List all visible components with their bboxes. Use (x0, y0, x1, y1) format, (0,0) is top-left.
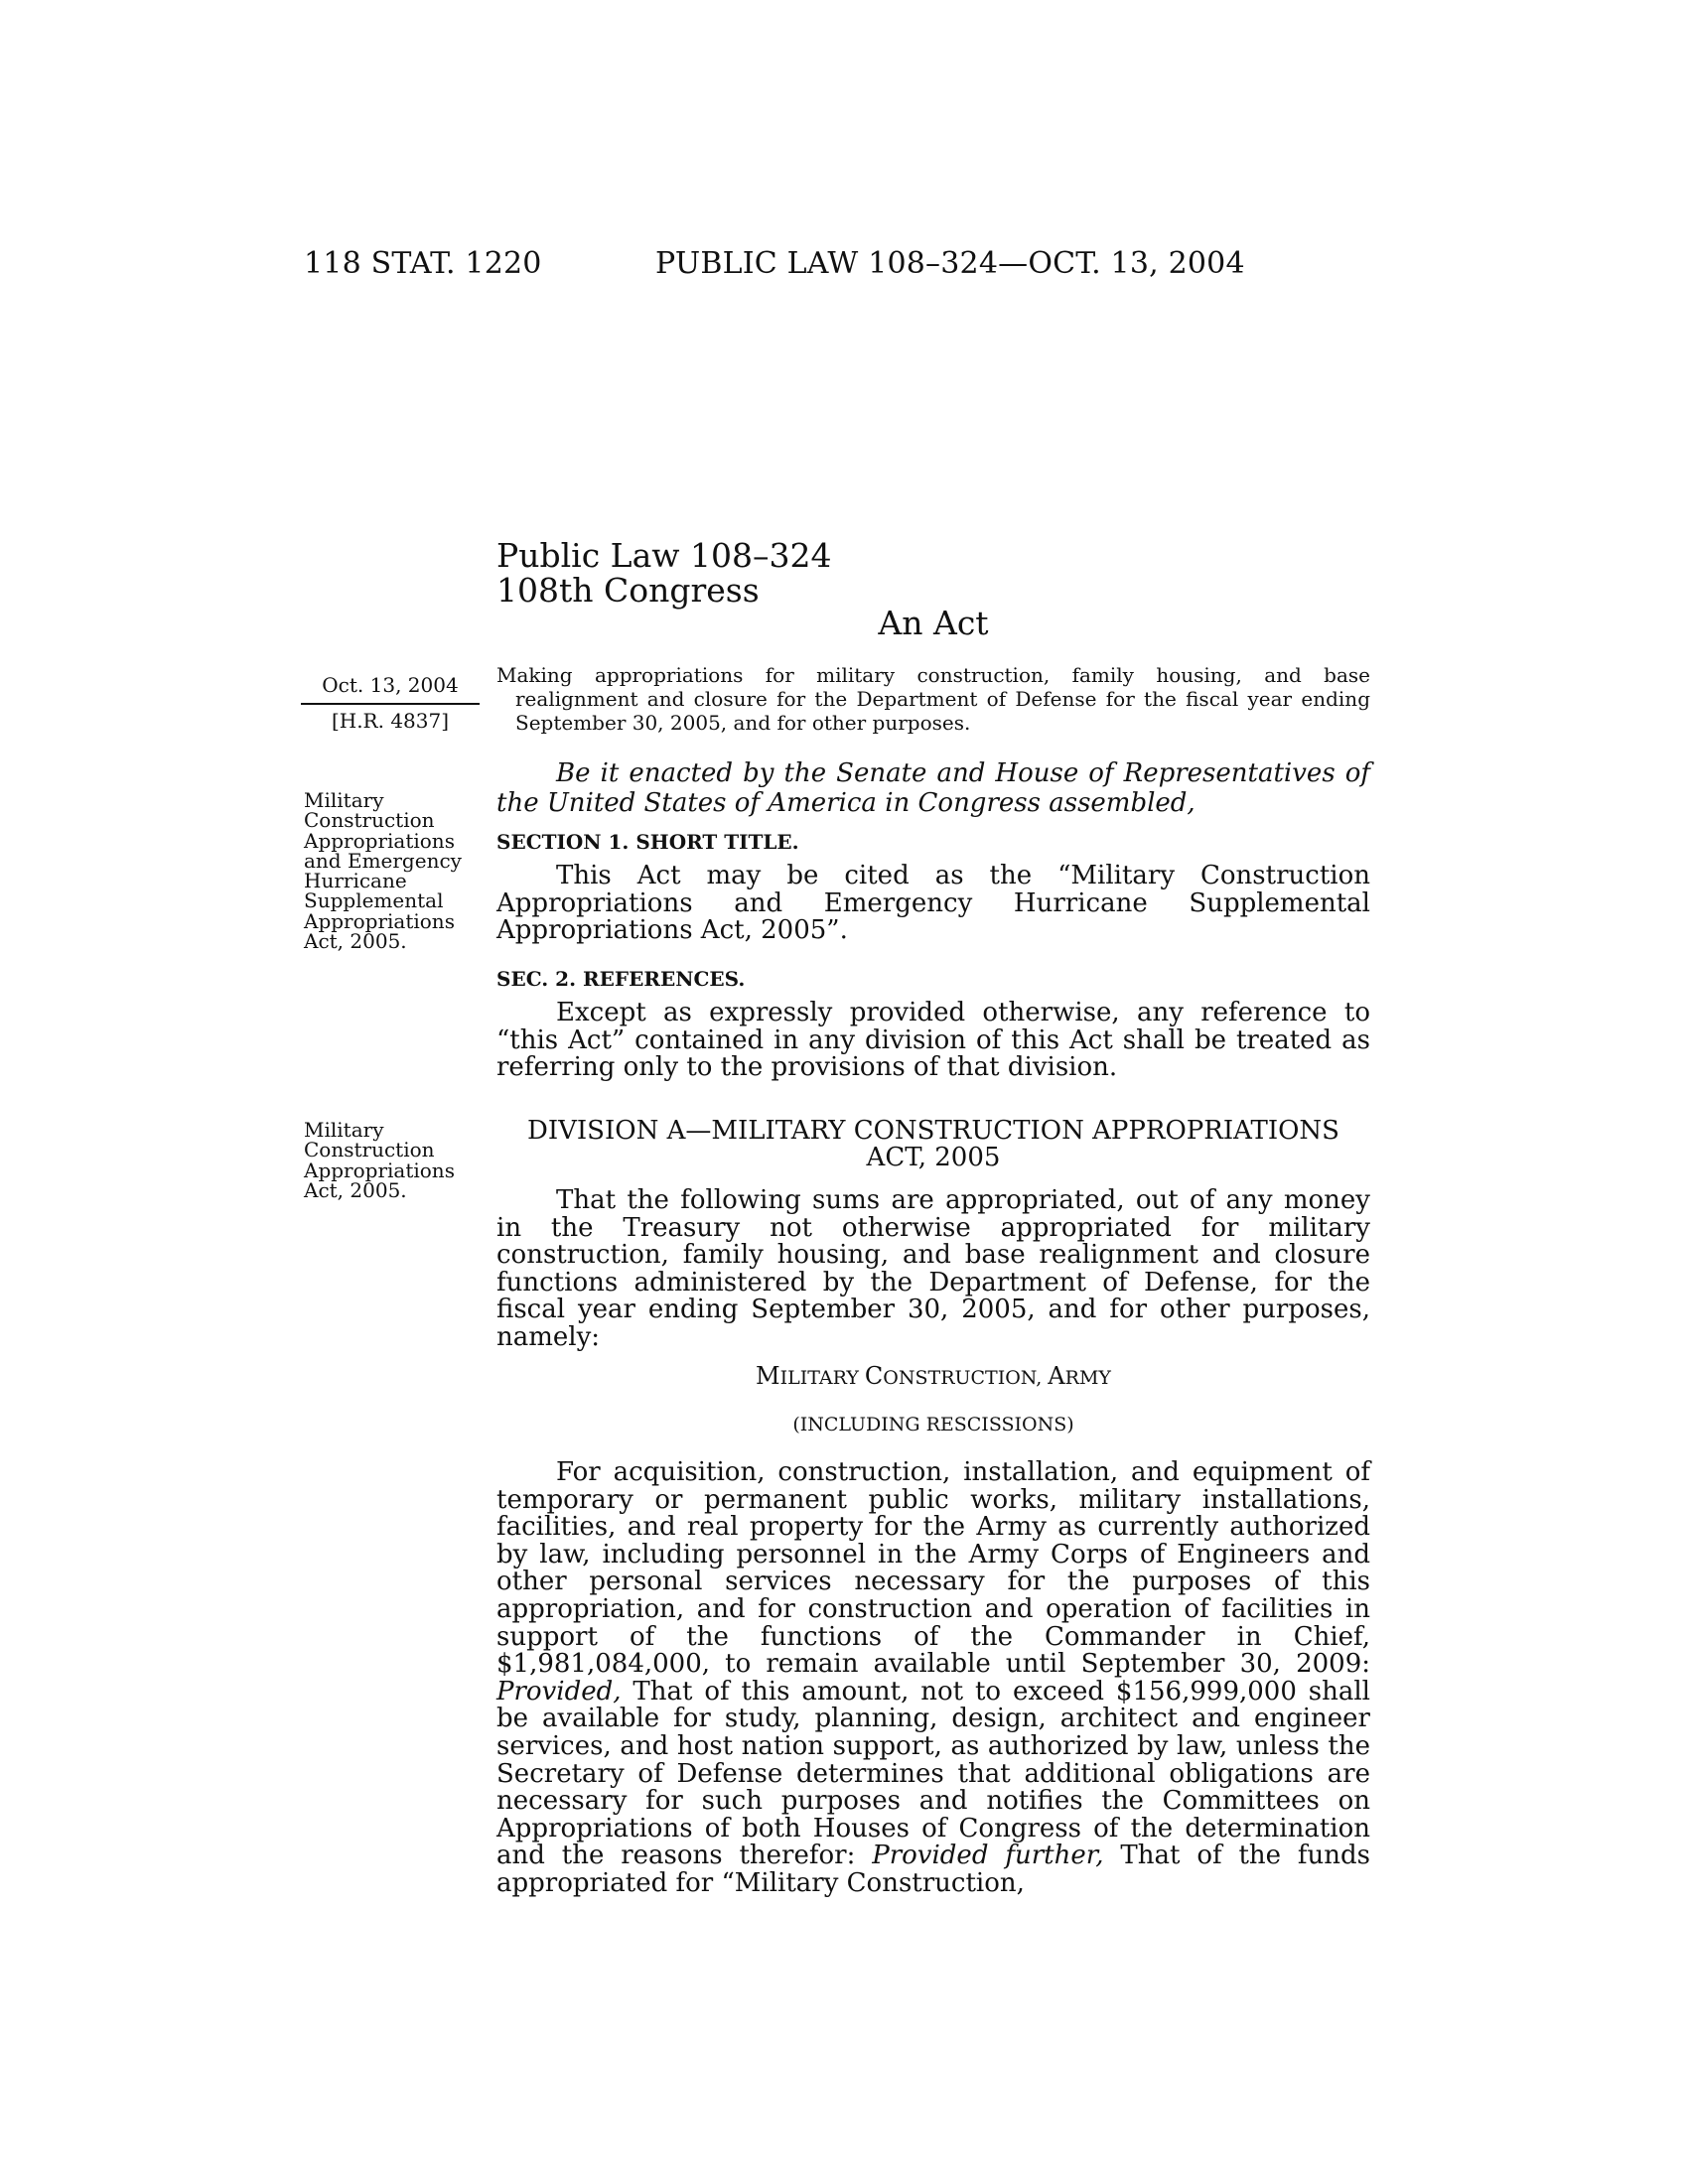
paragraph-text: For acquisition, construction, installation, and equipment of temporary or permanent public works, military installations, facilities, and real property for the Army as currently authorized by law, including personnel in the Army Corps of Engineers and other personal services necessary for the purposes of this appropriation, and for construction and operation of facilities in support of the functions of the Commander in Chief, $1,981,084,000, to remain available until September 30, 2009: (496, 1457, 1370, 1680)
law-number: Public Law 108–324 (496, 536, 832, 575)
margin-note-line: Supplemental (304, 888, 444, 913)
account-heading-part: M (756, 1362, 780, 1390)
margin-note-division-a (304, 1120, 473, 1200)
account-heading-part: C (864, 1362, 884, 1390)
margin-note-line: Appropriations (304, 1158, 455, 1182)
congress: 108th Congress (496, 571, 760, 610)
division-a-line: DIVISION A—MILITARY CONSTRUCTION APPROPRIATIONS (527, 1116, 1339, 1146)
paragraph-text: That of the funds appropriated for “Military Construction, (496, 1841, 1371, 1898)
account-heading (496, 1362, 1370, 1390)
army-appropriation-paragraph (496, 1459, 1370, 1898)
act-label: An Act (878, 604, 989, 642)
margin-bill-number: [H.R. 4837] (331, 709, 450, 733)
proviso: Provided further, (872, 1841, 1104, 1871)
account-heading-part: RMY (1064, 1367, 1111, 1389)
margin-note-line: Hurricane (304, 869, 407, 893)
account-heading-part: ONSTRUCTION, (883, 1367, 1049, 1389)
division-a-intro: That the following sums are appropriated, out of any money in the Treasury not otherwise appropriated for military construction, family housing, and base realignment and closure functions administered by the Department of Defense, for the fiscal year ending September 30, 2005, and for other purposes, namely: (496, 1185, 1370, 1352)
margin-note-line: Appropriations (304, 828, 455, 853)
enacting-clause: Be it enacted by the Senate and House of Representatives of the United States of America in Congress assembled, (496, 758, 1370, 818)
section-2-heading: SEC. 2. REFERENCES. (496, 967, 746, 991)
margin-date: Oct. 13, 2004 (322, 673, 459, 697)
margin-note-line: Construction (304, 808, 435, 833)
section-1-heading: SECTION 1. SHORT TITLE. (496, 830, 799, 854)
margin-note-line: Military (304, 1118, 384, 1142)
margin-note-line: Military (304, 788, 384, 812)
division-a-line: ACT, 2005 (866, 1143, 1001, 1172)
margin-note-short-title (304, 788, 473, 954)
act-purpose: Making appropriations for military construction, family housing, and base realignment and closure for the Department of Defense for the fiscal year ending September 30, 2005, and for other purposes. (496, 663, 1370, 735)
account-subheading: (INCLUDING RESCISSIONS) (792, 1414, 1074, 1435)
paragraph-text: That of this amount, not to exceed $156,999,000 shall be available for study, planning, design, architect and engineer services, and host nation support, as authorized by law, unless the Secretary of Defense determines that additional obligations are necessary for such purposes and notifies the Committees on Appropriations of both Houses of Congress of the determination and the reasons therefor: (496, 1676, 1370, 1871)
page-number: 118 STAT. 1220 (304, 246, 542, 281)
account-heading-part: ILITARY (779, 1367, 865, 1389)
section-1-text: This Act may be cited as the “Military Construction Appropriations and Emergency Hurricane Supplemental Appropriations Act, 2005”. (496, 861, 1370, 946)
account-heading-part: A (1048, 1362, 1065, 1390)
section-2-text: Except as expressly provided otherwise, any reference to “this Act” contained in any division of this Act shall be treated as referring only to the provisions of that division. (496, 998, 1370, 1083)
running-title: PUBLIC LAW 108–324—OCT. 13, 2004 (655, 246, 1245, 281)
margin-note-line: Act, 2005. (304, 1177, 407, 1202)
margin-note-line: and Emergency (304, 848, 462, 873)
margin-rule (301, 703, 480, 705)
margin-note-line: Act, 2005. (304, 929, 407, 954)
division-a-title (496, 1118, 1370, 1171)
margin-note-line: Appropriations (304, 908, 455, 933)
margin-note-line: Construction (304, 1138, 435, 1162)
proviso: Provided, (496, 1676, 622, 1706)
